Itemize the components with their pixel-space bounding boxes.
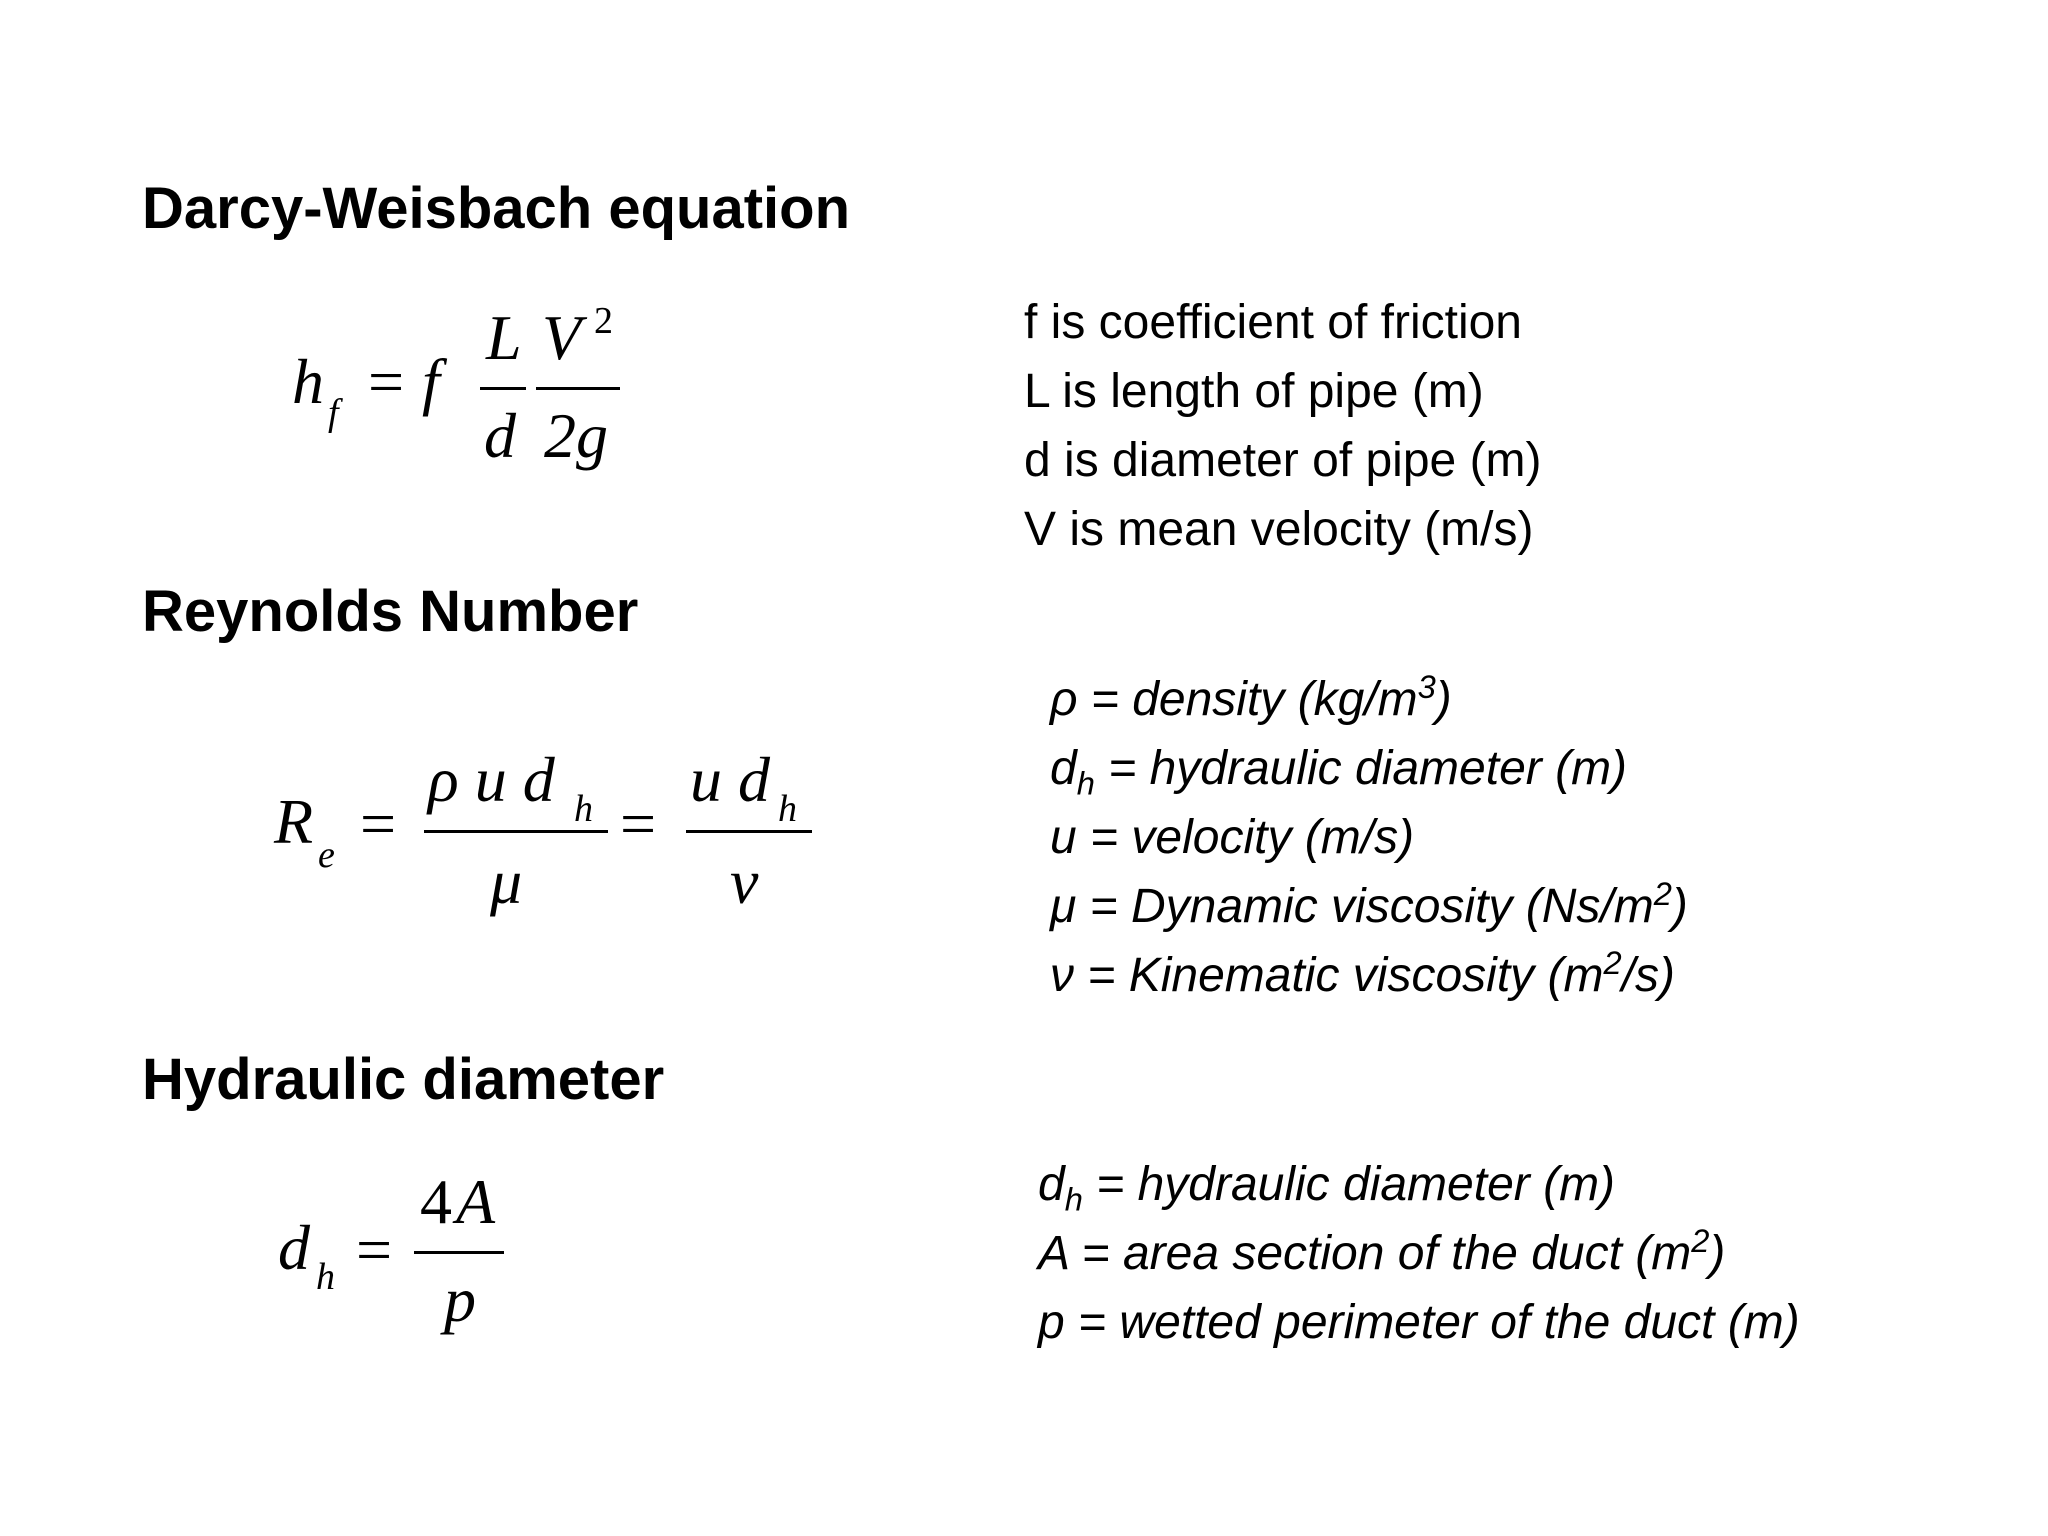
legend-hydraulic-diameter-2: $d_h$ = hydraulic diameter (m) (1038, 1158, 1616, 1218)
hydraulic-diameter-heading: Hydraulic diameter (142, 1047, 665, 1112)
legend-perimeter: p = wetted perimeter of the duct (m) (1038, 1296, 1800, 1349)
equals-sign: = (368, 346, 405, 417)
fraction-bar-hydraulic (414, 1251, 504, 1254)
area-symbol: A (456, 1166, 496, 1237)
head-loss-symbol: h (292, 346, 324, 417)
velocity-symbol: V (542, 302, 582, 373)
fraction-bar-velocity-gravity (536, 387, 620, 390)
reynolds-symbol: R (274, 786, 314, 857)
u-dh-numerator: u d (690, 744, 770, 815)
reynolds-number-heading: Reynolds Number (142, 579, 639, 644)
reynolds-subscript: e (318, 834, 335, 876)
legend-velocity: V is mean velocity (m/s) (1024, 503, 1534, 556)
length-symbol: L (486, 302, 522, 373)
equals-sign-1: = (360, 788, 397, 859)
legend-length: L is length of pipe (m) (1024, 365, 1484, 418)
equals-sign-hydraulic: = (356, 1214, 393, 1285)
equals-sign-2: = (620, 788, 657, 859)
fraction-bar-length-diameter (480, 387, 526, 390)
head-loss-subscript: f (328, 392, 339, 434)
four-coefficient: 4 (420, 1166, 452, 1237)
numerator-subscript-h-2: h (778, 788, 797, 830)
legend-dynamic-viscosity: μ = Dynamic viscosity $(Ns/m^2)$ (1050, 875, 1688, 933)
perimeter-symbol: p (444, 1264, 476, 1335)
legend-area: A = area section of the duct $(m^2)$ (1038, 1222, 1726, 1280)
hydraulic-diameter-subscript: h (316, 1256, 335, 1298)
velocity-exponent: 2 (594, 300, 613, 342)
nu-denominator: ν (730, 846, 759, 917)
fraction-bar-kinematic (686, 830, 812, 833)
legend-hydraulic-diameter: $d_h$ = hydraulic diameter (m) (1050, 742, 1628, 802)
two-g-symbol: 2g (544, 400, 608, 471)
legend-diameter: d is diameter of pipe (m) (1024, 434, 1542, 487)
legend-kinematic-viscosity: ν = Kinematic viscosity $(m^2/s)$ (1050, 944, 1675, 1002)
darcy-weisbach-legend (1024, 288, 1542, 564)
reynolds-legend (1050, 665, 1688, 1010)
friction-coefficient-symbol: f (422, 346, 440, 417)
hydraulic-diameter-symbol: d (278, 1212, 310, 1283)
mu-denominator: μ (490, 846, 523, 917)
legend-density: ρ = density $(kg/m^3)$ (1050, 668, 1452, 726)
hydraulic-legend (1038, 1150, 1800, 1357)
legend-friction: f is coefficient of friction (1024, 296, 1522, 349)
fraction-bar-dynamic (424, 830, 608, 833)
legend-velocity-u: u = velocity (m/s) (1050, 811, 1415, 864)
diameter-symbol: d (484, 400, 516, 471)
darcy-weisbach-heading: Darcy-Weisbach equation (142, 176, 851, 241)
rho-u-dh-numerator: ρ u d (428, 744, 555, 815)
numerator-subscript-h: h (574, 788, 593, 830)
